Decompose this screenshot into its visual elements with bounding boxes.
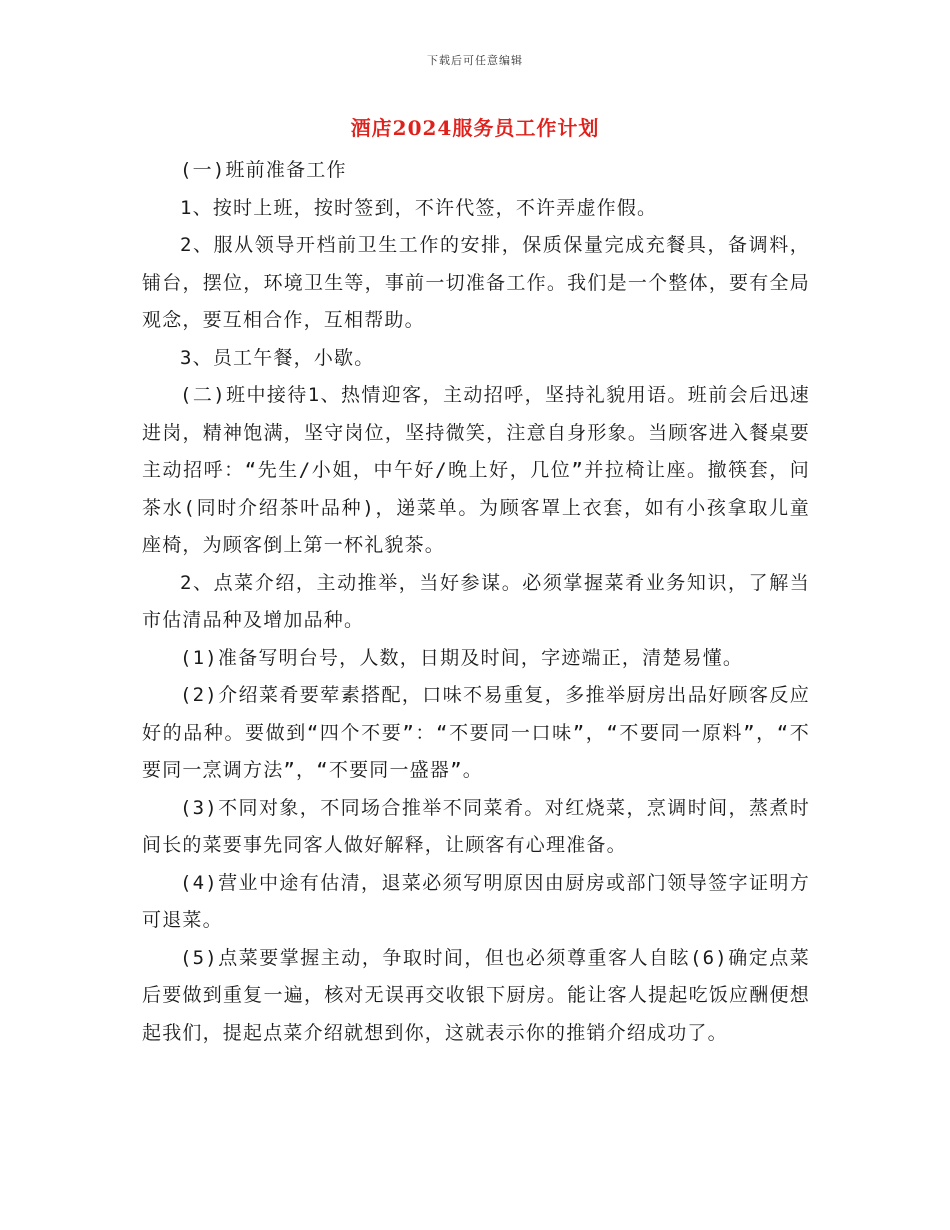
paragraph: 2、服从领导开档前卫生工作的安排，保质保量完成充餐具，备调料，铺台，摆位，环境卫生等，事前一切准备工作。我们是一个整体，要有全局观念，要互相合作，互相帮助。 — [142, 234, 810, 331]
paragraph: (2)介绍菜肴要荤素搭配，口味不易重复，多推举厨房出品好顾客反应好的品种。要做到“四个不要”：“不要同一口味”，“不要同一原料”，“不要同一烹调方法”，“不要同一盛器”。 — [142, 684, 810, 781]
paragraph: 3、员工午餐，小歇。 — [180, 346, 375, 369]
paragraph: (3)不同对象，不同场合推举不同菜肴。对红烧菜，烹调时间，蒸煮时间长的菜要事先同客人做好解释，让顾客有心理准备。 — [142, 796, 810, 856]
paragraph: (4)营业中途有估清，退菜必须写明原因由厨房或部门领导签字证明方可退菜。 — [142, 871, 810, 931]
paragraph: (1)准备写明台号，人数，日期及时间，字迹端正，清楚易懂。 — [180, 646, 744, 669]
document-body — [142, 152, 810, 1052]
header-note: 下载后可任意编辑 — [427, 54, 523, 67]
paragraph: (二)班中接待1、热情迎客，主动招呼，坚持礼貌用语。班前会后迅速进岗，精神饱满，坚守岗位，坚持微笑，注意自身形象。当顾客进入餐桌要主动招呼：“先生/小姐，中午好/晚上好，几位”并拉椅让座。撤筷套，问茶水(同时介绍茶叶品种)，递菜单。为顾客罩上衣套，如有小孩拿取儿童座椅，为顾客倒上第一杯礼貌茶。 — [142, 384, 810, 556]
paragraph-section-1-heading: (一)班前准备工作 — [180, 159, 347, 181]
paragraph: 2、点菜介绍，主动推举，当好参谋。必须掌握菜肴业务知识，了解当市估清品种及增加品种。 — [142, 571, 810, 631]
paragraph: 1、按时上班，按时签到，不许代签，不许弄虚作假。 — [180, 196, 658, 219]
document-title: 酒店2024服务员工作计划 — [350, 116, 600, 140]
paragraph: (5)点菜要掌握主动，争取时间，但也必须尊重客人自眩(6)确定点菜后要做到重复一遍，核对无误再交收银下厨房。能让客人提起吃饭应酬便想起我们，提起点菜介绍就想到你，这就表示你的推销介绍成功了。 — [142, 946, 810, 1044]
